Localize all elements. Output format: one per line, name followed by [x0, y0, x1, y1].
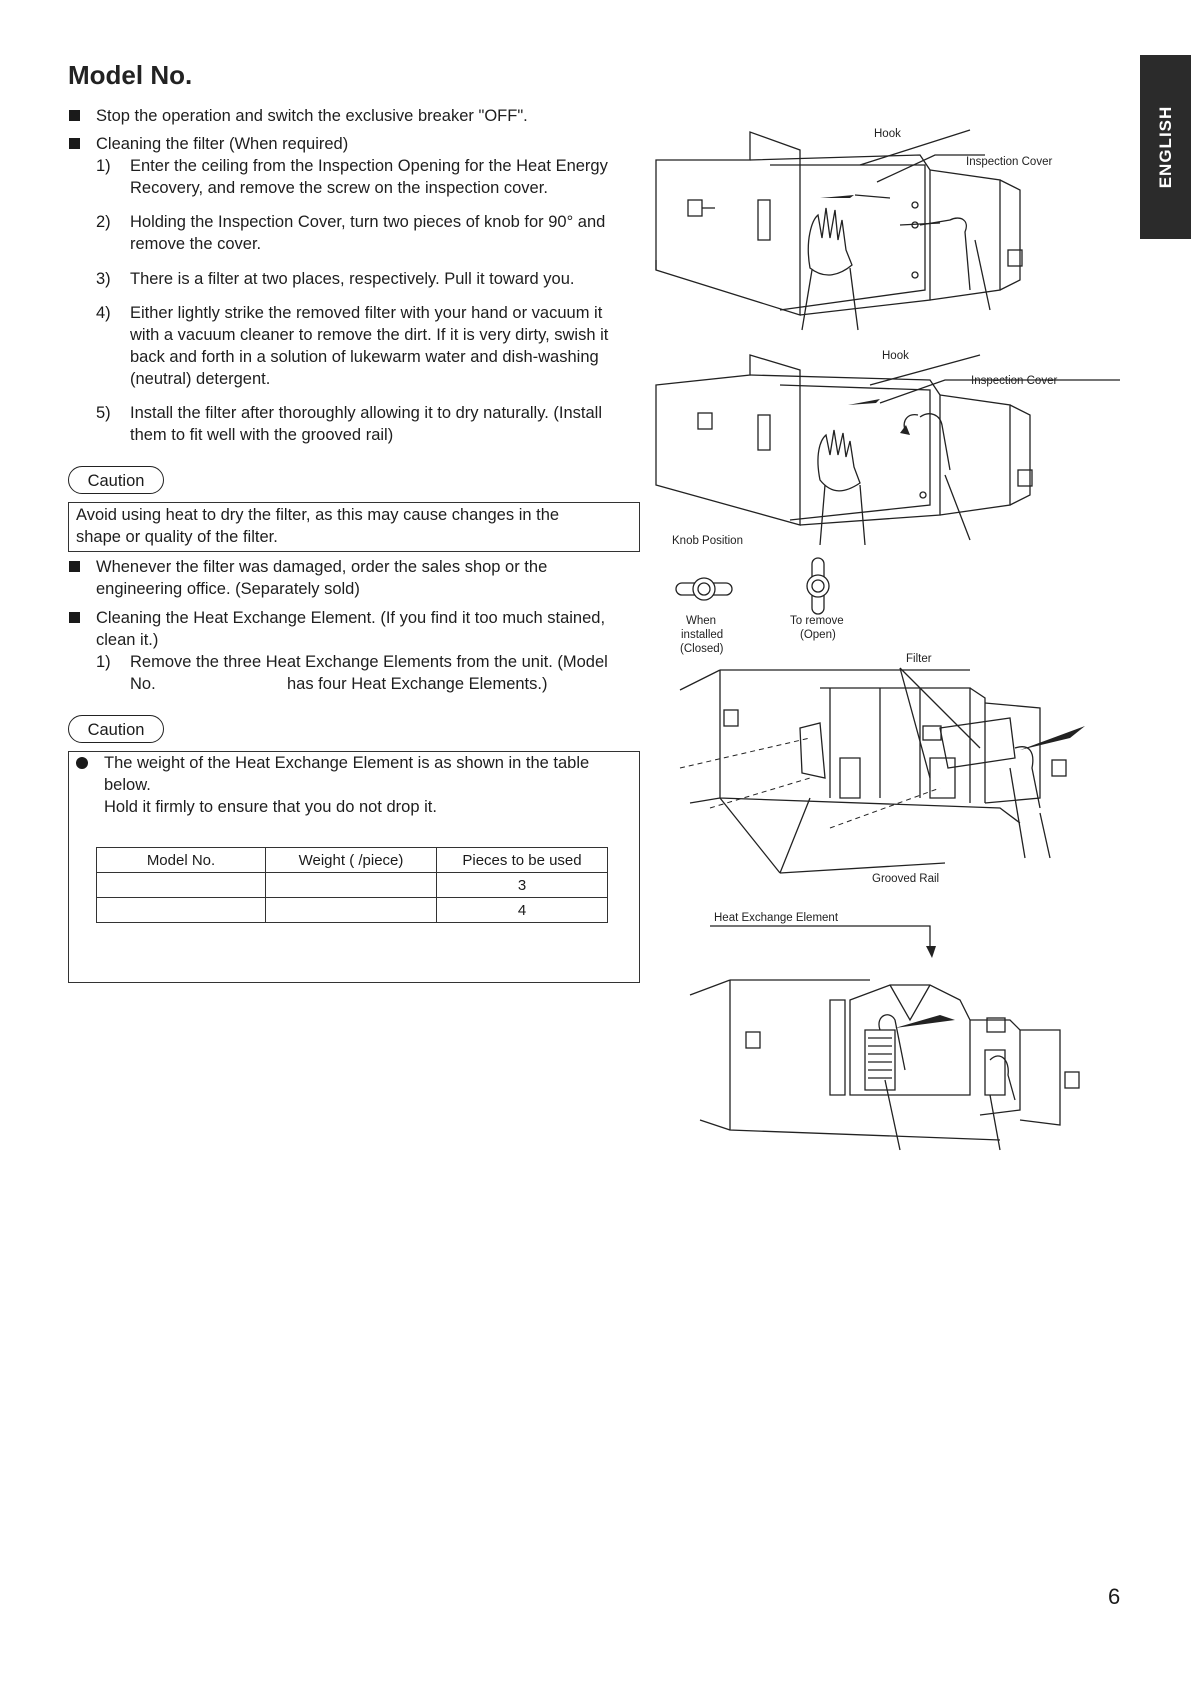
page-title: Model No.: [68, 60, 193, 90]
step-number: 3): [96, 270, 111, 288]
bullet-square-icon: [69, 138, 80, 149]
page-number: 6: [1108, 1584, 1121, 1609]
bullet-cleaning-filter: Cleaning the filter (When required): [96, 135, 349, 153]
language-tab-label: ENGLISH: [1155, 105, 1175, 189]
bullet-damaged-filter: Whenever the filter was damaged, order the sales shop or the: [96, 558, 548, 576]
caution-text: shape or quality of the filter.: [76, 528, 278, 546]
table-header-row: [97, 848, 608, 873]
table-header: Model No.: [97, 848, 266, 873]
bullet-breaker-off: Stop the operation and switch the exclusive breaker "OFF".: [96, 107, 528, 125]
step-text: Either lightly strike the removed filter with your hand or vacuum it: [130, 304, 603, 322]
figure-remove-element: [690, 920, 1090, 1150]
step-text: has four Heat Exchange Elements.): [287, 675, 548, 693]
table-cell: 4: [437, 898, 608, 923]
step-text: Install the filter after thoroughly allowing it to dry naturally. (Install: [130, 404, 602, 422]
step-text: them to fit well with the grooved rail): [130, 426, 394, 444]
knob-closed-icon: [674, 574, 734, 604]
bullet-square-icon: [69, 110, 80, 121]
label-hook: Hook: [874, 128, 901, 140]
step-text: Holding the Inspection Cover, turn two pieces of knob for 90° and: [130, 213, 606, 231]
bullet-cleaning-element: Cleaning the Heat Exchange Element. (If you find it too much stained,: [96, 609, 606, 627]
table-header: Pieces to be used: [437, 848, 608, 873]
figure-pull-filter: [680, 648, 1100, 888]
label-grooved-rail: Grooved Rail: [872, 873, 940, 885]
table-cell: [266, 873, 437, 898]
step-text: back and forth in a solution of lukewarm water and dish-washing: [130, 348, 599, 366]
figure-remove-screw: [640, 120, 1140, 330]
label-when-installed: (Closed): [680, 643, 724, 655]
bullet-square-icon: [69, 561, 80, 572]
step-text: Enter the ceiling from the Inspection Opening for the Heat Energy: [130, 157, 608, 175]
label-when-installed: When: [686, 615, 717, 627]
step-text: (neutral) detergent.: [130, 370, 271, 388]
label-inspection-cover: Inspection Cover: [966, 156, 1053, 168]
table-header: Weight ( /piece): [266, 848, 437, 873]
table-row: [97, 898, 608, 923]
label-knob-position: Knob Position: [672, 535, 743, 547]
weight-table: [96, 847, 608, 923]
step-text: No.: [130, 675, 156, 693]
label-inspection-cover: Inspection Cover: [971, 375, 1058, 387]
step-number: 5): [96, 404, 111, 422]
step-text: Remove the three Heat Exchange Elements from the unit. (Model: [130, 653, 608, 671]
label-to-remove: To remove: [790, 615, 844, 627]
caution-badge: Caution: [68, 466, 164, 494]
caution-text: The weight of the Heat Exchange Element is as shown in the table: [104, 754, 590, 772]
language-tab: [1140, 55, 1191, 239]
caution-badge: Caution: [68, 715, 164, 743]
knob-open-icon: [803, 556, 833, 616]
step-text: with a vacuum cleaner to remove the dirt. If it is very dirty, swish it: [130, 326, 609, 344]
label-filter: Filter: [906, 653, 932, 665]
bullet-damaged-filter-cont: engineering office. (Separately sold): [96, 580, 360, 598]
bullet-square-icon: [69, 612, 80, 623]
table-cell: 3: [437, 873, 608, 898]
label-hook: Hook: [882, 350, 909, 362]
label-when-installed: installed: [681, 629, 724, 641]
bullet-dot-icon: [76, 757, 88, 769]
label-heat-exchange-element: Heat Exchange Element: [714, 912, 839, 924]
caution-text: Hold it firmly to ensure that you do not drop it.: [104, 798, 437, 816]
step-number: 2): [96, 213, 111, 231]
step-text: Recovery, and remove the screw on the inspection cover.: [130, 179, 548, 197]
caution-text: Avoid using heat to dry the filter, as this may cause changes in the: [76, 506, 560, 524]
step-number: 4): [96, 304, 111, 322]
bullet-cleaning-element-cont: clean it.): [96, 631, 159, 649]
step-number: 1): [96, 653, 111, 671]
figure-turn-knobs: [640, 345, 1140, 545]
caution-text: below.: [104, 776, 151, 794]
step-text: remove the cover.: [130, 235, 262, 253]
table-cell: [97, 873, 266, 898]
table-row: [97, 873, 608, 898]
table-cell: [266, 898, 437, 923]
step-number: 1): [96, 157, 111, 175]
step-text: There is a filter at two places, respectively. Pull it toward you.: [130, 270, 575, 288]
table-cell: [97, 898, 266, 923]
label-to-remove: (Open): [800, 629, 836, 641]
